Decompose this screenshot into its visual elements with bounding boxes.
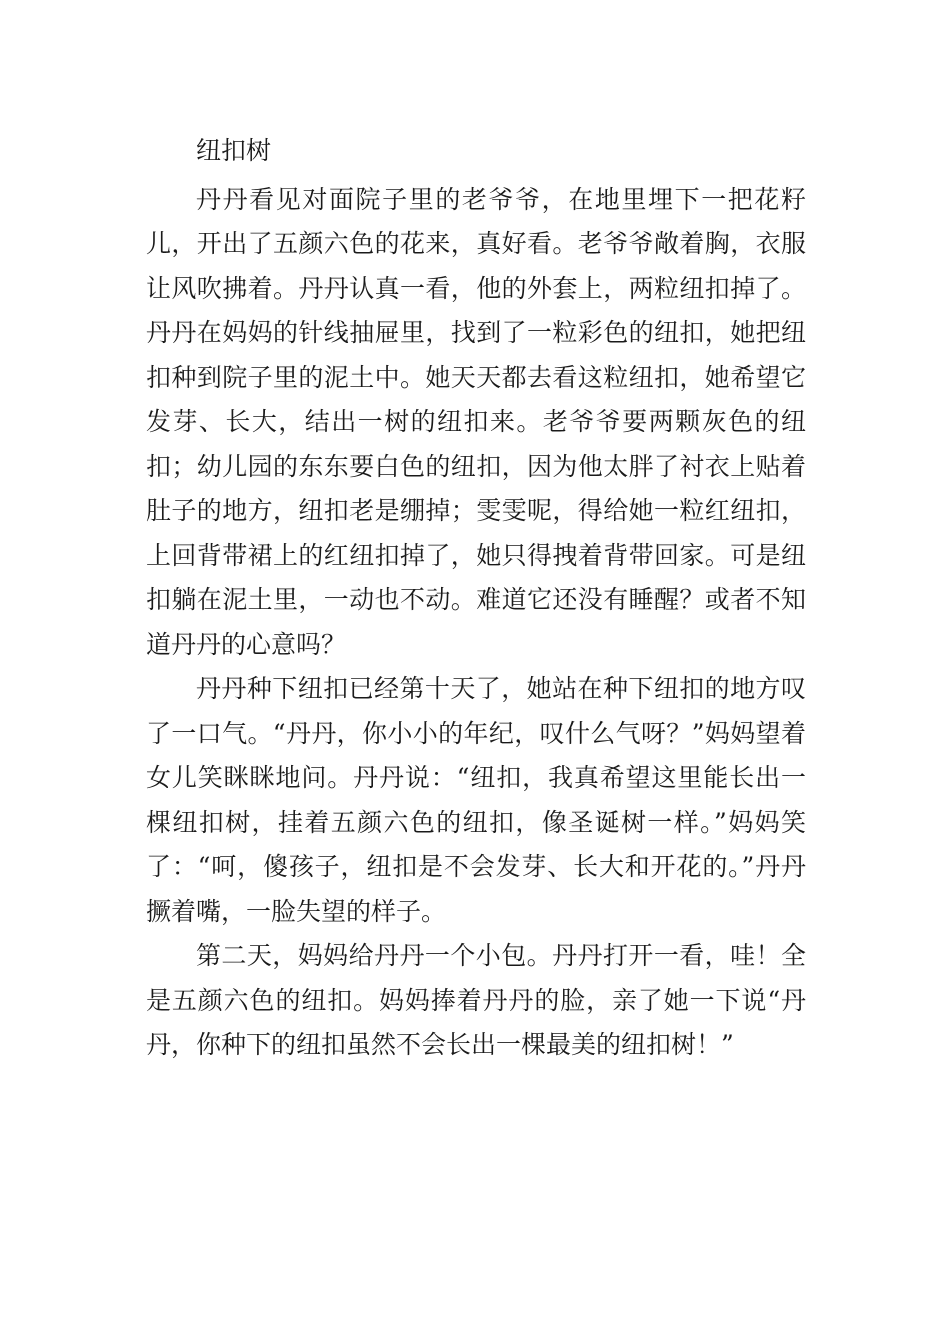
document-title: 纽扣树 xyxy=(196,136,272,165)
document-body xyxy=(146,129,806,1068)
paragraph-2: 丹丹种下纽扣已经第十天了，她站在种下纽扣的地方叹了一口气。“丹丹，你小小的年纪，叹什么气呀？”妈妈望着女儿笑眯眯地问。丹丹说：“纽扣，我真希望这里能长出一棵纽扣树，挂着五颜六色的纽扣，像圣诞树一样。”妈妈笑了：“呵，傻孩子，纽扣是不会发芽、长大和开花的。”丹丹撅着嘴，一脸失望的样子。 xyxy=(146,674,806,926)
paragraph-1: 丹丹看见对面院子里的老爷爷，在地里埋下一把花籽儿，开出了五颜六色的花来，真好看。老爷爷敞着胸，衣服让风吹拂着。丹丹认真一看，他的外套上，两粒纽扣掉了。丹丹在妈妈的针线抽屉里，找到了一粒彩色的纽扣，她把纽扣种到院子里的泥土中。她天天都去看这粒纽扣，她希望它发芽、长大，结出一树的纽扣来。老爷爷要两颗灰色的纽扣；幼儿园的东东要白色的纽扣，因为他太胖了衬衣上贴着肚子的地方，纽扣老是绷掉；雯雯呢，得给她一粒红纽扣，上回背带裙上的红纽扣掉了，她只得拽着背带回家。可是纽扣躺在泥土里，一动也不动。难道它还没有睡醒？或者不知道丹丹的心意吗？ xyxy=(146,184,806,659)
paragraph-3: 第二天，妈妈给丹丹一个小包。丹丹打开一看，哇！全是五颜六色的纽扣。妈妈捧着丹丹的脸，亲了她一下说“丹丹，你种下的纽扣虽然不会长出一棵最美的纽扣树！” xyxy=(146,941,806,1059)
